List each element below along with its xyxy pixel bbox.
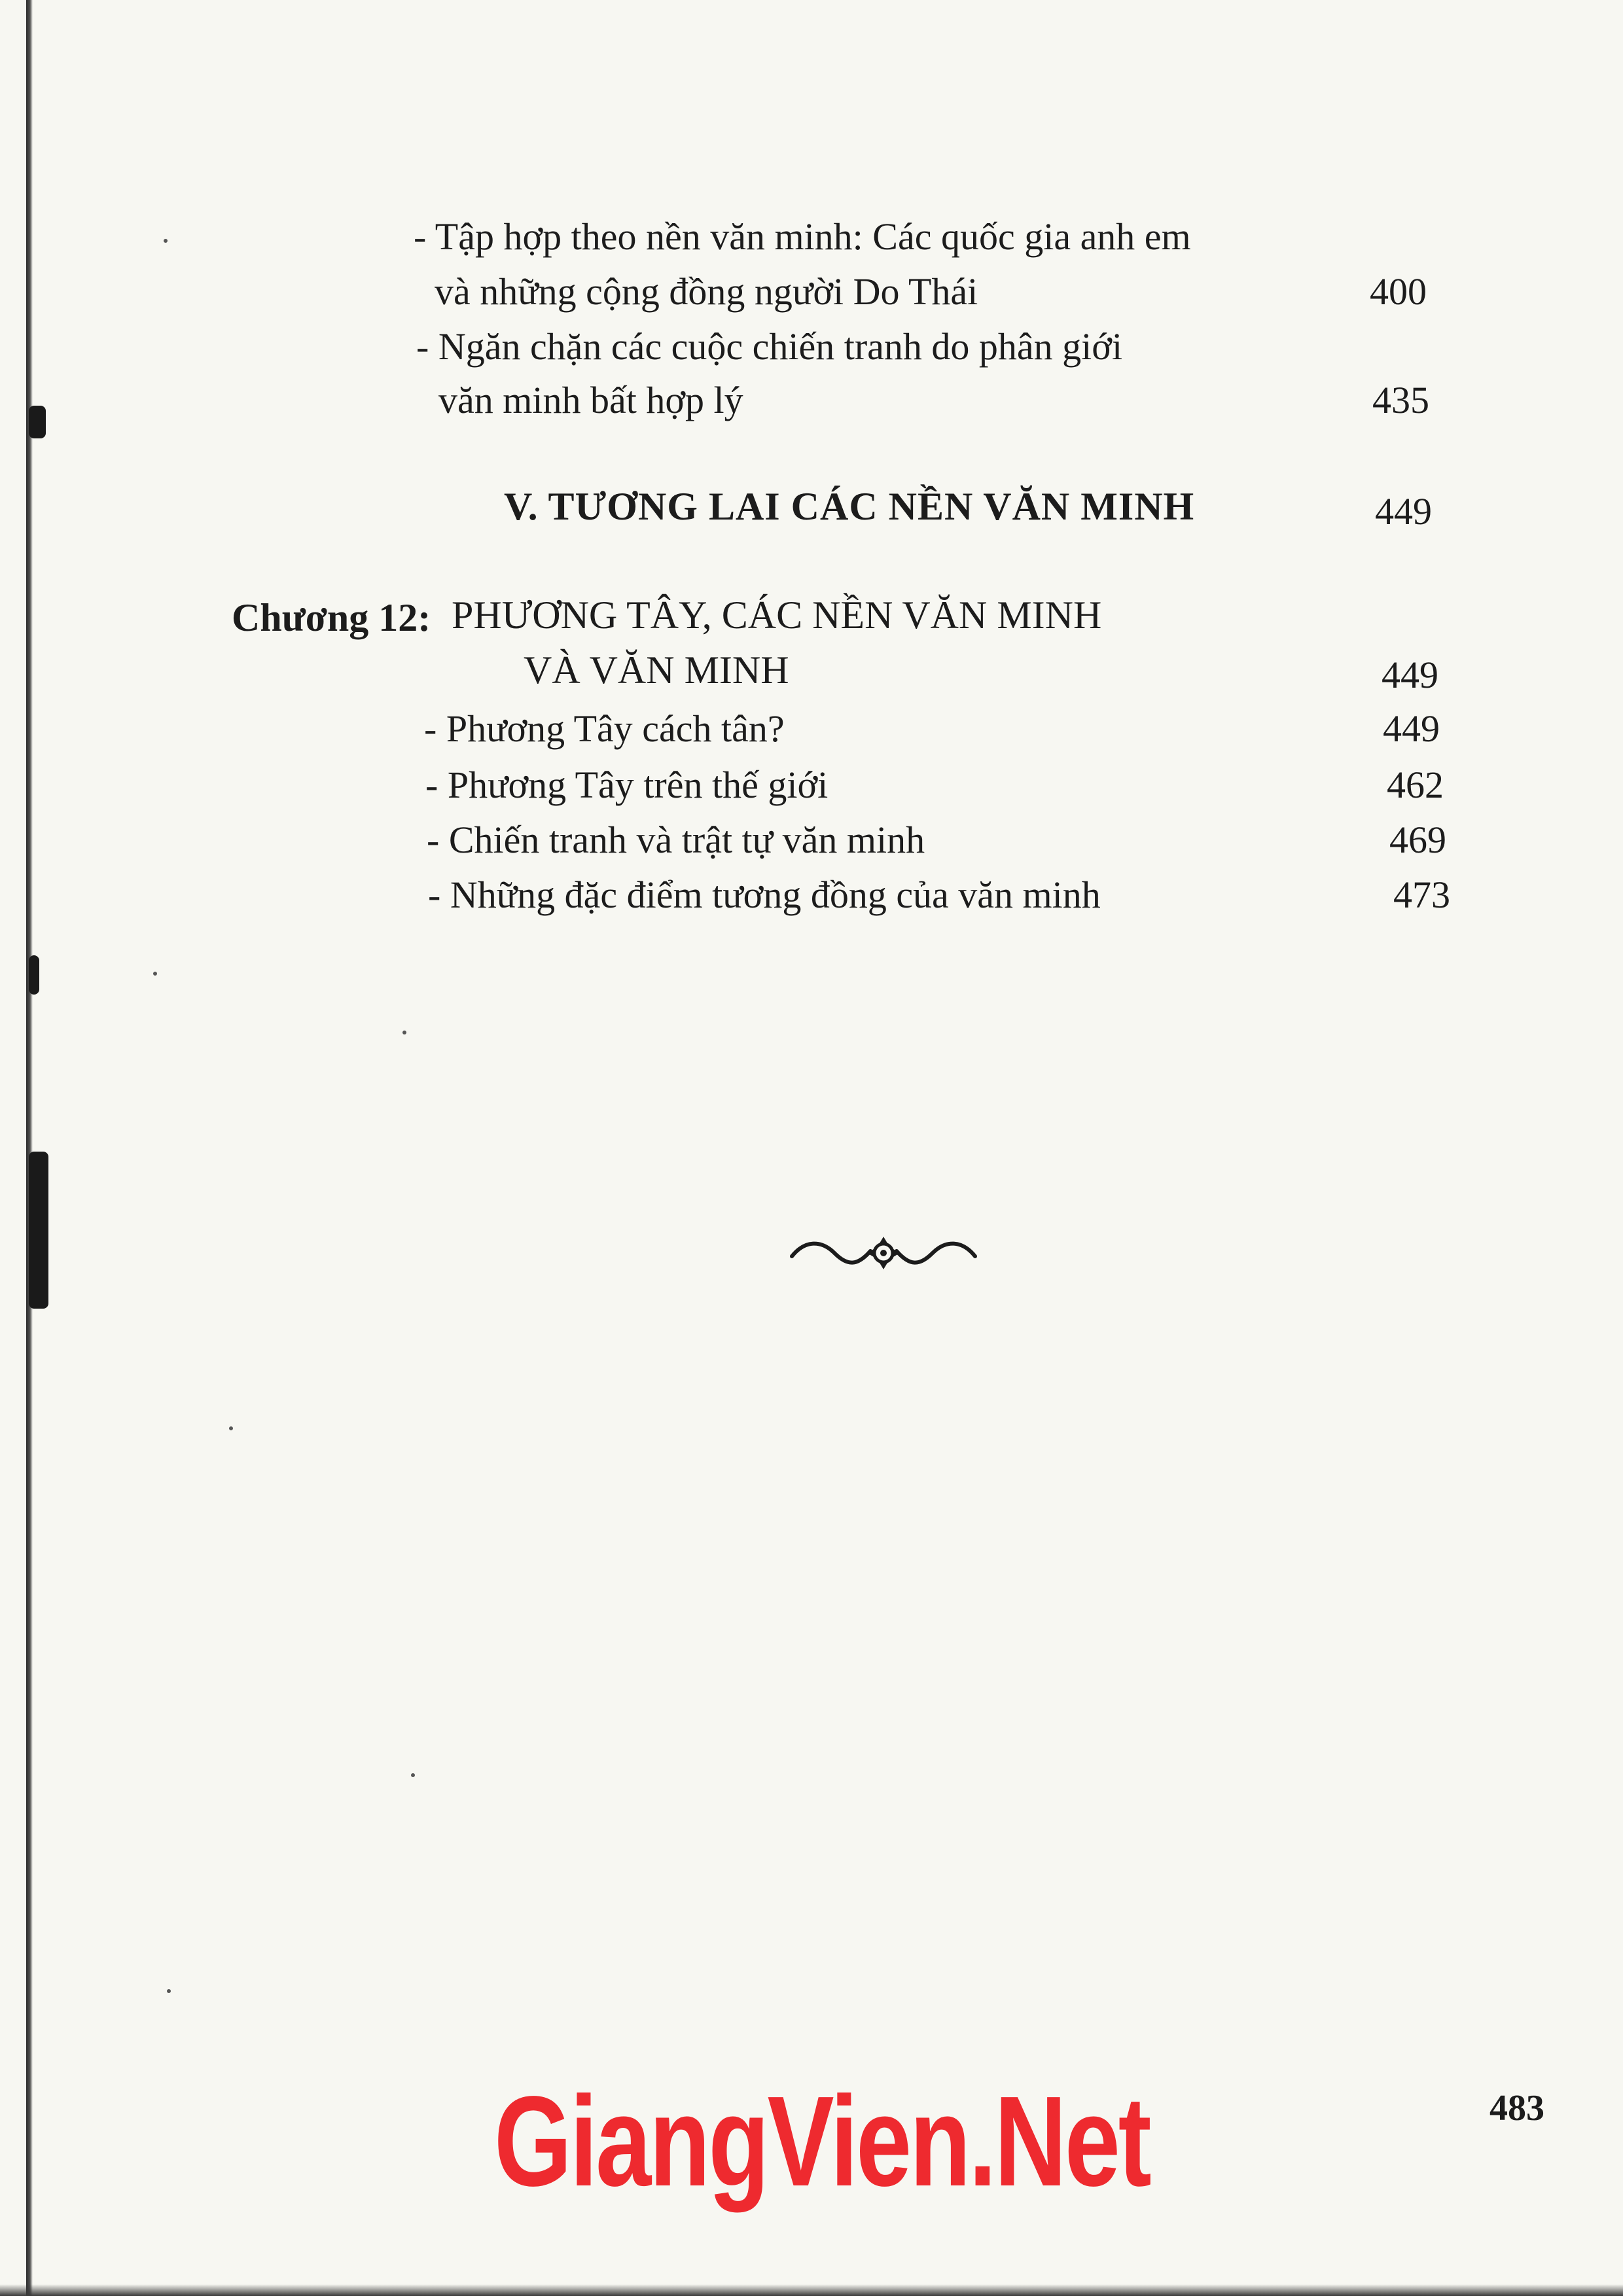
toc-item-text: - Chiến tranh và trật tự văn minh [427,819,925,861]
toc-item-text: - Phương Tây trên thế giới [425,764,829,806]
page-bottom-edge [0,2284,1623,2296]
page-number: 483 [1489,2088,1544,2128]
watermark-logo: GiangVien.Net [494,2070,1150,2213]
chapter-title: PHƯƠNG TÂY, CÁC NỀN VĂN MINH [452,593,1102,637]
floral-divider-icon [785,1230,982,1279]
chapter-label: Chương 12: [232,596,431,639]
section-heading: V. TƯƠNG LAI CÁC NỀN VĂN MINH [504,485,1195,528]
chapter-title-continued: VÀ VĂN MINH [524,648,789,692]
toc-page-number: 435 [1372,379,1429,421]
toc-entry-text: - Ngăn chặn các cuộc chiến tranh do phân giới [416,325,1123,368]
toc-entry-text-continued: và những cộng đồng người Do Thái [435,270,978,313]
scan-speck [167,1989,171,1993]
toc-page-number: 462 [1387,764,1444,806]
toc-page-number: 449 [1382,654,1438,696]
scan-speck [153,972,157,976]
toc-page-number: 473 [1393,874,1450,916]
scan-mark [29,406,46,438]
scan-mark [29,1152,48,1309]
toc-entry-text: - Tập hợp theo nền văn minh: Các quốc gia anh em [414,215,1191,258]
toc-page-number: 469 [1389,819,1446,861]
toc-page-number: 449 [1383,707,1440,750]
toc-item-text: - Những đặc điểm tương đồng của văn minh [428,874,1101,916]
scan-speck [411,1773,415,1777]
scan-speck [164,239,168,243]
toc-item-text: - Phương Tây cách tân? [424,707,785,750]
page-binding-edge [26,0,33,2296]
scan-mark [29,955,39,995]
scan-speck [402,1031,406,1034]
toc-page-number: 449 [1375,490,1432,533]
toc-entry-text-continued: văn minh bất hợp lý [438,379,743,421]
scan-speck [229,1426,233,1430]
toc-page-number: 400 [1370,270,1427,313]
